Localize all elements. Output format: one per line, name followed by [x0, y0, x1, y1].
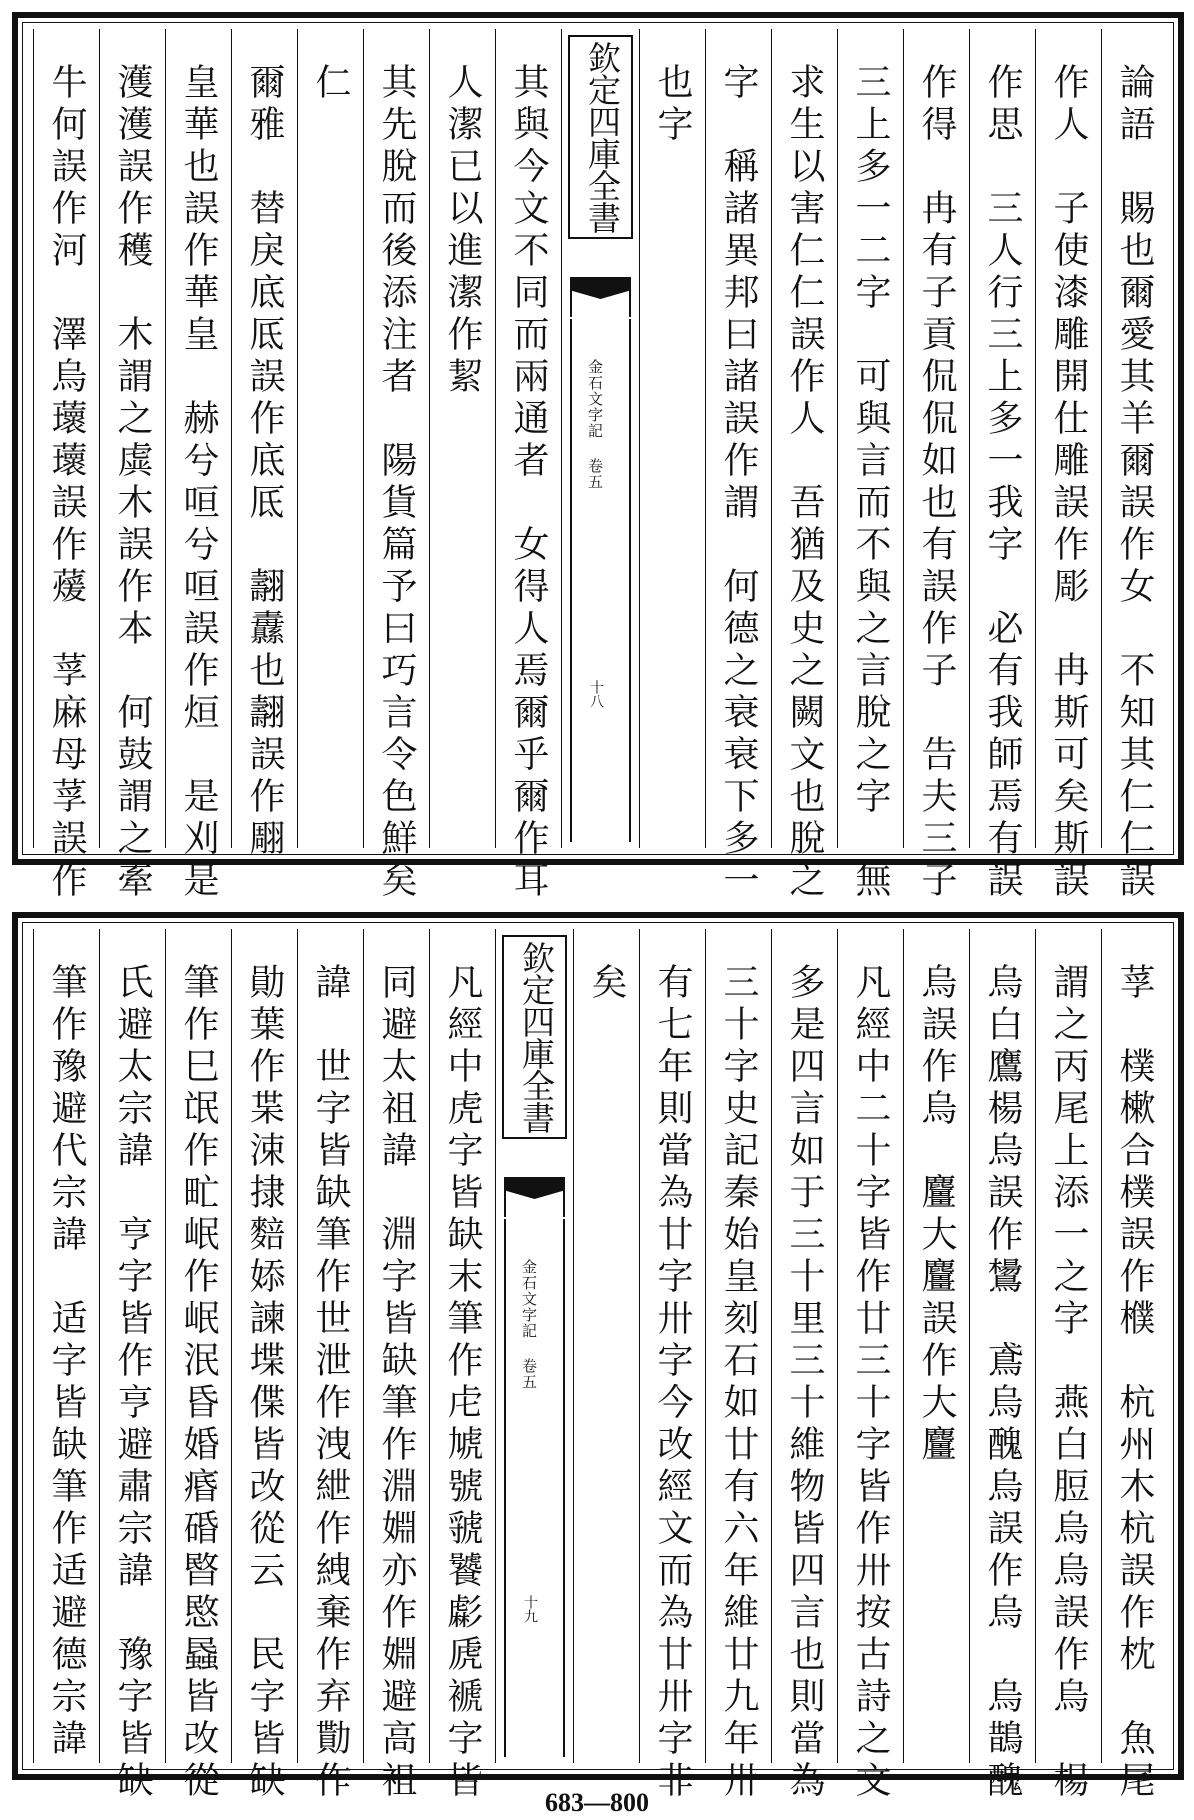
column-text: 仁 [310, 63, 351, 105]
text-column [639, 929, 705, 1803]
text-column [363, 29, 429, 903]
text-column [705, 29, 771, 903]
source-name: 金石文字記 [520, 1259, 538, 1339]
column-text: 凡經中虎字皆缺末筆作虍虓號虢饕虨虒褫字皆 [442, 963, 483, 1803]
text-column [1035, 29, 1101, 903]
column-text: 勛葉作枼涑捸䴺婖諫堞偞皆改從云 民字皆缺 [244, 963, 285, 1803]
text-column [969, 929, 1035, 1803]
column-text: 求生以害仁仁誤作人 吾猶及史之闕文也脫之 [784, 63, 825, 903]
source-title [586, 359, 604, 490]
column-text: 諱 世字皆缺筆作世泄作洩紲作絏棄作弃勩作 [310, 963, 351, 1803]
volume-label: 卷五 [586, 458, 604, 490]
text-column [639, 29, 705, 848]
column-text: 也字 [652, 63, 693, 147]
center-gutter [495, 929, 573, 1763]
column-text: 筆作巳氓作甿岷作岷泯昏婚痻碈暋愍蟁皆改從 [178, 963, 219, 1803]
column-text: 論語 賜也爾愛其羊爾誤作女 不知其仁仁誤 [1114, 63, 1155, 903]
fish-tail-mark [504, 1177, 565, 1217]
text-column [33, 29, 99, 903]
text-column [363, 929, 429, 1803]
column-text: 作得 冉有子貢侃侃如也有誤作子 告夫三子 [916, 63, 957, 903]
column-text: 矣 [586, 963, 627, 1005]
folio-number: 十八 [588, 680, 604, 708]
column-text: 有七年則當為廿字卅字今改經文而為廿卅字非 [652, 963, 693, 1803]
column-text: 濩濩誤作穫 木謂之虡木誤作本 何鼓謂之牽 [112, 63, 153, 903]
column-text: 字 稱諸異邦曰諸誤作謂 何德之衰衰下多一 [718, 63, 759, 903]
page-number: 683—800 [545, 1788, 649, 1817]
column-text: 凡經中二十字皆作廿三十字皆作卅按古詩之文 [850, 963, 891, 1803]
volume-label: 卷五 [520, 1358, 538, 1390]
text-column [297, 929, 363, 1803]
column-text: 其與今文不同而兩通者 女得人焉爾乎爾作耳 [508, 63, 549, 903]
column-text: 筆作豫避代宗諱 适字皆缺筆作适避德宗諱 [46, 963, 87, 1761]
column-text: 牛何誤作河 澤烏蘾蘾誤作蕿 莩麻母莩誤作 [46, 63, 87, 903]
column-text: 作人 子使漆雕開仕雕誤作彫 冉斯可矣斯誤 [1048, 63, 1089, 903]
folio-number: 十九 [522, 1595, 538, 1623]
text-column [1035, 929, 1101, 1803]
column-text: 多是四言如于三十里三十維物皆四言也則當為 [784, 963, 825, 1803]
text-column [1101, 929, 1167, 1803]
text-column [429, 29, 495, 848]
text-column [837, 29, 903, 903]
text-column [495, 29, 561, 903]
text-column [231, 929, 297, 1803]
text-column [903, 929, 969, 1763]
column-text: 皇華也誤作華皇 赫兮咺兮咺誤作烜 是刈是 [178, 63, 219, 903]
text-column [165, 929, 231, 1803]
fish-tail-mark [570, 277, 631, 317]
text-column [903, 29, 969, 903]
source-title [520, 1259, 538, 1390]
text-column [705, 929, 771, 1803]
column-text: 其先脫而後添注者 陽貨篇予曰巧言令色鮮矣 [376, 63, 417, 903]
column-text: 莩 樸樕合樸誤作㯷 杭州木杭誤作枕 魚尾 [1114, 963, 1155, 1803]
text-column [429, 929, 495, 1803]
column-text: 烏誤作烏 麠大麠誤作大麠 [916, 963, 957, 1467]
column-text: 氏避太宗諱 亨字皆作亨避肅宗諱 豫字皆缺 [112, 963, 153, 1803]
column-text: 爾雅 替戾底厎誤作底厎 翿纛也翿誤作翢 [244, 63, 285, 861]
text-column [99, 29, 165, 903]
column-text: 烏白鷹楊烏誤作鸉 鳶烏醜烏誤作烏 烏鵲醜 [982, 963, 1023, 1803]
text-column [771, 929, 837, 1803]
text-column [297, 29, 363, 848]
text-column [969, 29, 1035, 903]
text-column [99, 929, 165, 1803]
column-text: 三十字史記秦始皇刻石如廿有六年維廿九年卅 [718, 963, 759, 1803]
top-page-columns [29, 29, 1167, 903]
column-text: 三上多一二字 可與言而不與之言脫之字 無 [850, 63, 891, 903]
column-text: 謂之丙尾上添一之字 燕白脰烏烏誤作烏 楊 [1048, 963, 1089, 1803]
text-column [573, 929, 639, 1763]
book-title: 欽定四庫全書 [502, 935, 567, 1139]
source-name: 金石文字記 [586, 359, 604, 439]
book-title: 欽定四庫全書 [568, 35, 633, 239]
column-text: 人潔已以進潔作絜 [442, 63, 483, 399]
column-text: 同避太祖諱 淵字皆缺筆作淵婣亦作婣避高祖 [376, 963, 417, 1803]
center-gutter [561, 29, 639, 848]
column-text: 作思 三人行三上多一我字 必有我師焉有誤 [982, 63, 1023, 903]
top-page [12, 12, 1184, 903]
text-column [1101, 29, 1167, 903]
text-column [837, 929, 903, 1803]
text-column [165, 29, 231, 903]
text-column [231, 29, 297, 861]
text-column [771, 29, 837, 903]
text-column [33, 929, 99, 1763]
